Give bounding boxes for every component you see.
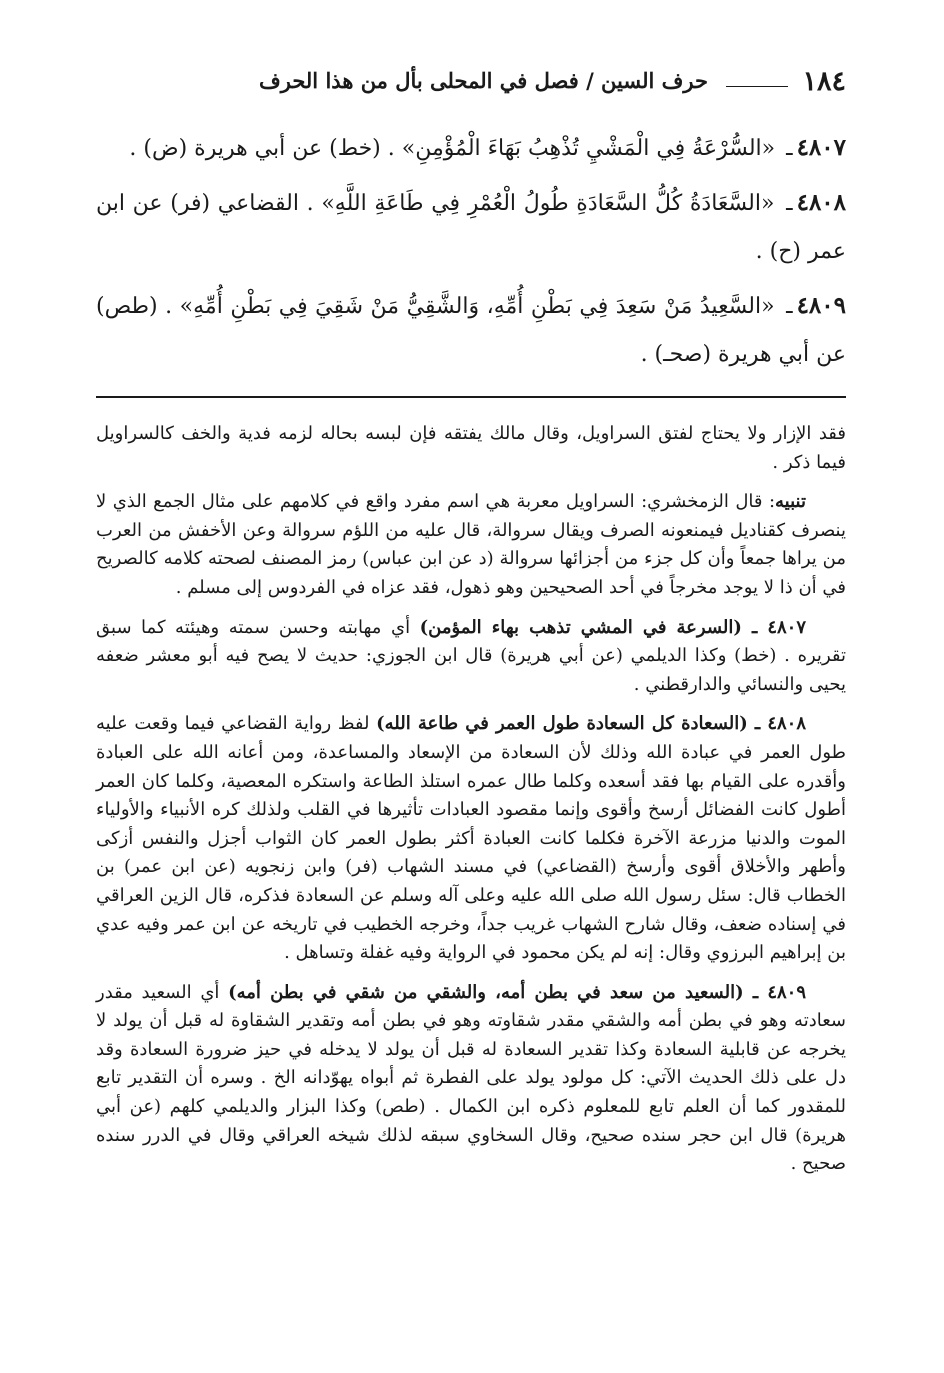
commentary-text: أي مهابته وحسن سمته وهيئته كما سبق تقريره . (خط) وكذا الديلمي (عن أبي هريرة) قال ابن الجوزي: حديث لا يصح فيه أبو معشر ضعفه يحيى والنسائي والدارقطني .: [96, 616, 846, 695]
commentary-hadith-number: ٤٨٠٩: [767, 981, 806, 1003]
header-rule: [726, 86, 788, 87]
page-number: ١٨٤: [802, 66, 846, 97]
commentary-paragraph: ٤٨٠٧ ـ (السرعة في المشي تذهب بهاء المؤمن) أي مهابته وحسن سمته وهيئته كما سبق تقريره . (خط) وكذا الديلمي (عن أبي هريرة) قال ابن الجوزي: حديث لا يصح فيه أبو معشر ضعفه يحيى والنسائي والدارقطني .: [96, 616, 846, 695]
header-title-text: حرف السين / فصل في المحلى بأل من هذا الحرف: [259, 68, 708, 93]
hadith-number: ٤٨٠٨: [796, 189, 847, 216]
note-label: تنبيه: [775, 491, 806, 513]
hadith-text: «السَّعِيدُ مَنْ سَعِدَ فِي بَطْنِ أُمِّهِ، وَالشَّقِيُّ مَنْ شَقِيَ فِي بَطْنِ أُمِّهِ»: [179, 294, 775, 319]
commentary-hadith-number: ٤٨٠٧: [767, 616, 806, 638]
footnote-divider: [96, 396, 846, 398]
hadith-number: ٤٨٠٧: [796, 134, 846, 161]
running-header: [96, 62, 846, 102]
header-title: [96, 68, 708, 94]
hadith-text: «السُّرْعَةُ فِي الْمَشْيِ تُذْهِبُ بَهَاءَ الْمُؤْمِنِ»: [401, 136, 776, 161]
commentary-paragraph: ٤٨٠٩ ـ (السعيد من سعد في بطن أمه، والشقي من شقي في بطن أمه) أي السعيد مقدر سعادته وهو في بطن أمه والشقي مقدر شقاوته وهو في بطن أمه وتقدير الشقاوة له قبل أن يولد لا يخرجه عن قابلية السعادة وكذا تقدير السعادة له قبل أن يولد لا يدخله في حيز ضرورة السعادة وقد دل على ذلك الحديث الآتي: كل مولود يولد على الفطرة ثم أبواه يهوّدانه الخ . وسره أن التقدير تابع للمقدور كما أن العلم تابع للمعلوم ذكره ابن الكمال . (طص) وكذا البزار والديلمي كلهم (عن أبي هريرة) قال ابن حجر سنده صحيح، وقال السخاوي سبقه لذلك شيخه العراقي وقال في الدرر سنده صحيح .: [96, 981, 846, 1175]
commentary-hadith-number: ٤٨٠٨: [767, 713, 806, 735]
hadith-number: ٤٨٠٩: [796, 292, 846, 319]
hadith-source: . (خط) عن أبي هريرة (ض) .: [129, 136, 395, 161]
commentary: [96, 420, 846, 1190]
hadith-list: [96, 124, 846, 385]
commentary-paragraph: ٤٨٠٨ ـ (السعادة كل السعادة طول العمر في طاعة الله) لفظ رواية القضاعي فيما وقعت عليه طول العمر في عبادة الله وذلك لأن السعادة من الإسعاد والمساعدة، ومن أعانه الله على العبادة وأقدره على القيام بها فقد أسعده وكلما طال عمره استلذ الطاعة واستكره المعصية، وكلما كان العمر أطول كانت الفضائل أرسخ وأقوى وإنما مقصود العبادات تأثيرها في القلب ولذلك كره الأنبياء والأولياء الموت والدنيا مزرعة الآخرة فكلما كانت العبادة أكثر بطول العمر كان الثواب أجزل والنفس أزكى وأطهر والأخلاق أقوى وأرسخ (القضاعي) في مسند الشهاب (فر) وابن زنجويه (عن ابن عمر) بن الخطاب قال: سئل رسول الله صلى الله عليه وعلى آله وسلم عن السعادة فذكره، قال الزين العراقي في إسناده ضعف، وقال شارح الشهاب غريب جداً، وخرجه الخطيب في تاريخه عن ابن عمر وفيه عدي بن إبراهيم البرزوي وقال: إنه لم يكن محمود في الرواية وفيه غفلة وتساهل .: [96, 713, 846, 964]
hadith-source: . القضاعي (فر) عن ابن عمر (ح) .: [96, 191, 846, 264]
hadith-entry: ٤٨٠٧ـ «السُّرْعَةُ فِي الْمَشْيِ تُذْهِبُ بَهَاءَ الْمُؤْمِنِ» . (خط) عن أبي هريرة (ض) .: [129, 134, 846, 161]
commentary-text: أي السعيد مقدر سعادته وهو في بطن أمه والشقي مقدر شقاوته وهو في بطن أمه وتقدير الشقاوة له قبل أن يولد لا يخرجه عن قابلية السعادة وكذا تقدير السعادة له قبل أن يولد لا يدخله في حيز ضرورة السعادة وقد دل على ذلك الحديث الآتي: كل مولود يولد على الفطرة ثم أبواه يهوّدانه الخ . وسره أن التقدير تابع للمقدور كما أن العلم تابع للمعلوم ذكره ابن الكمال . (طص) وكذا البزار والديلمي كلهم (عن أبي هريرة) قال ابن حجر سنده صحيح، وقال السخاوي سبقه لذلك شيخه العراقي وقال في الدرر سنده صحيح .: [96, 981, 846, 1175]
hadith-entry: ٤٨٠٨ـ «السَّعَادَةُ كُلُّ السَّعَادَةِ طُولُ الْعُمْرِ فِي طَاعَةِ اللَّهِ» . القضاعي (فر) عن ابن عمر (ح) .: [96, 189, 847, 264]
note-text: : قال الزمخشري: السراويل معربة هي اسم مفرد واقع في كلامهم على مثال الجمع الذي لا ينصرف كقناديل فيمنعونه الصرف ويقال سروالة، قال عليه من اللؤم سروالة وعن الأخفش من العرب من يراها جمعاً وأن كل جزء من أجزائها سروالة (د عن ابن عباس) رمز المصنف لصحته كلامه كالصريح في أن ذا لا يوجد مخرجاً في أحد الصحيحين وهو ذهول، فقد عزاه في الفردوس إلى مسلم .: [96, 491, 846, 598]
commentary-text: لفظ رواية القضاعي فيما وقعت عليه طول العمر في عبادة الله وذلك لأن السعادة من الإسعاد والمساعدة، ومن أعانه الله على العبادة وأقدره على القيام بها فقد أسعده وكلما طال عمره استلذ الطاعة واستكره المعصية، وكلما كان العمر أطول كانت الفضائل أرسخ وأقوى وإنما مقصود العبادات تأثيرها في القلب ولذلك كره الأنبياء والأولياء الموت والدنيا مزرعة الآخرة فكلما كانت العبادة أكثر بطول العمر كان الثواب أجزل والنفس أزكى وأطهر والأخلاق أقوى وأرسخ (القضاعي) في مسند الشهاب (فر) وابن زنجويه (عن ابن عمر) بن الخطاب قال: سئل رسول الله صلى الله عليه وعلى آله وسلم عن السعادة فذكره، قال الزين العراقي في إسناده ضعف، وقال شارح الشهاب غريب جداً، وخرجه الخطيب في تاريخه عن ابن عمر وفيه عدي بن إبراهيم البرزوي وقال: إنه لم يكن محمود في الرواية وفيه غفلة وتساهل .: [96, 713, 846, 964]
hadith-source: . (طص) عن أبي هريرة (صحـ) .: [96, 294, 846, 367]
commentary-hadith-heading: (السعادة كل السعادة طول العمر في طاعة الله): [376, 713, 748, 735]
commentary-hadith-heading: (السرعة في المشي تذهب بهاء المؤمن): [419, 616, 742, 638]
commentary-paragraph: فقد الإزار ولا يحتاج لفتق السراويل، وقال مالك يفتقه فإن لبسه بحاله لزمه فدية والخف كالسراويل فيما ذكر .: [96, 423, 846, 473]
commentary-hadith-heading: (السعيد من سعد في بطن أمه، والشقي من شقي في بطن أمه): [228, 981, 744, 1003]
hadith-entry: ٤٨٠٩ـ «السَّعِيدُ مَنْ سَعِدَ فِي بَطْنِ أُمِّهِ، وَالشَّقِيُّ مَنْ شَقِيَ فِي بَطْنِ أُمِّهِ» . (طص) عن أبي هريرة (صحـ) .: [96, 292, 846, 367]
commentary-paragraph: [96, 488, 846, 602]
hadith-text: «السَّعَادَةُ كُلُّ السَّعَادَةِ طُولُ الْعُمْرِ فِي طَاعَةِ اللَّهِ»: [321, 191, 775, 216]
